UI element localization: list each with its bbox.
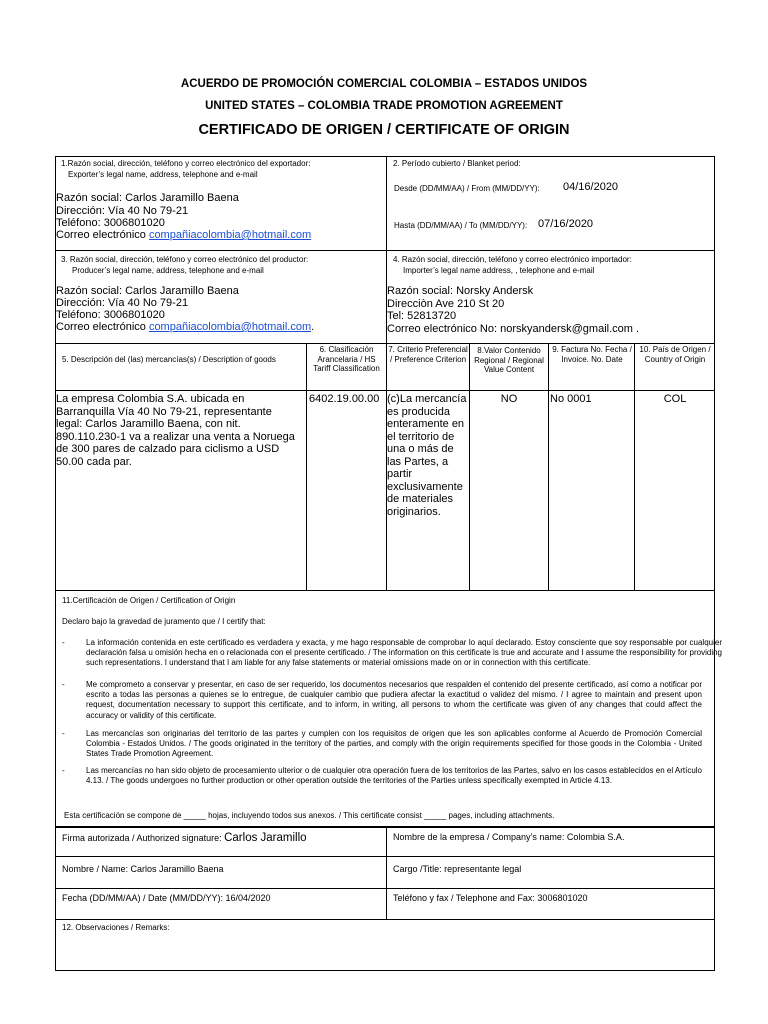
criterion-line: partir — [387, 468, 413, 480]
period-from-value: 04/16/2020 — [563, 181, 619, 193]
producer-name: Razón social: Carlos Jaramillo Baena — [56, 285, 239, 297]
certification-bullet: Me comprometo a conservar y presentar, en caso de ser requerido, los documentos necesarios que respalden el contenido del presente certificado, así como a notificar por escrito a todas las personas a quienes se lo entregue, de cualquier cambio que pudiera afectar la exactitud o validez del mismo. / I agree to maintain and present upon request, documentation necessary to support this certificate, and to inform, in writing, all persons to whom the certificate was given of any changes that could affect the accuracy or validity of this certificate. — [86, 680, 702, 720]
period-from-label: Desde (DD/MM/AA) / From (MM/DD/YY): — [394, 184, 540, 193]
criterion-line: es producida — [387, 405, 450, 418]
agreement-title-en: UNITED STATES – COLOMBIA TRADE PROMOTION AGREEMENT — [205, 100, 563, 112]
importer-phone: Tel: 52813720 — [387, 310, 457, 322]
bullet-dash: - — [62, 766, 65, 775]
exporter-email-label: Correo electrónico — [56, 229, 146, 241]
signature-label — [62, 832, 307, 844]
regional-value-content: NO — [500, 393, 518, 405]
col-header-criterion: 7. Criterio Preferencial / Preference Criterion — [388, 345, 468, 364]
exporter-name: Razón social: Carlos Jaramillo Baena — [56, 192, 239, 204]
certification-bullet: La información contenida en este certificado es verdadera y exacta, y me hago responsable de comprobar lo aquí declarado. Estoy consciente que soy responsable por cualquier declaración falsa u omisión hecha en o relacionada con el presente certificado. / The information on this certificate is true and accurate and I assume the responsibility for providing such representations. I understand that I am liable for any false statements or material omissions made on or in connection with this certificate. — [86, 638, 722, 668]
goods-description-line: 50.00 cada par. — [56, 455, 132, 468]
col-header-description: 5. Descripción del (las) mercancías(s) / Description of goods — [62, 355, 276, 364]
producer-phone: Teléfono: 3006801020 — [56, 309, 165, 321]
criterion-line: el territorio de — [387, 430, 455, 443]
col-header-rvc: 8.Valor Contenido Regional / Regional Value Content — [474, 346, 544, 374]
importer-address: Direcciòn Ave 210 St 20 — [387, 298, 505, 310]
signer-name: Nombre / Name: Carlos Jaramillo Baena — [62, 864, 224, 874]
criterion-line: exclusivamente — [387, 480, 463, 493]
goods-description — [56, 393, 295, 468]
agreement-title-es: ACUERDO DE PROMOCIÓN COMERCIAL COLOMBIA – ESTADOS UNIDOS — [180, 78, 588, 90]
producer-address: Dirección: Vía 40 No 79-21 — [56, 297, 189, 309]
country-of-origin: COL — [663, 393, 687, 405]
signature-value: Carlos Jaramillo — [224, 832, 307, 844]
importer-label: 4. Razón social, dirección, teléfono y correo electrónico importador: — [393, 255, 632, 264]
criterion-line: una o más de — [387, 443, 454, 455]
importer-label-en: Importer’s legal name address, , telephone and e-mail — [403, 266, 595, 275]
row-divider — [55, 590, 715, 591]
bullet-dash: - — [62, 680, 65, 689]
certification-bullet: Las mercancías no han sido objeto de procesamiento ulterior o de cualquier otra operación fuera de los territorios de las Partes, salvo en los casos establecidos en el Artículo 4.13. / The goods undergoes no further production or other operation outside the territories of the Parties unless specifically exempted in Article 4.13. — [86, 766, 702, 786]
preference-criterion — [387, 393, 466, 518]
criterion-line: (c)La mercancía — [387, 393, 467, 405]
criterion-line: de materiales — [387, 493, 454, 505]
hs-classification: 6402.19.00.00 — [309, 393, 380, 405]
bullet-dash: - — [62, 729, 65, 738]
exporter-label: 1.Razón social, dirección, teléfono y correo electrónico del exportador: — [61, 159, 311, 168]
signature-date: Fecha (DD/MM/AA) / Date (MM/DD/YY): 16/04/2020 — [62, 893, 271, 903]
goods-description-line: Barranquilla Vía 40 No 79-21, representante — [56, 405, 272, 418]
period-to-label: Hasta (DD/MM/AA) / To (MM/DD/YY): — [394, 221, 528, 230]
company-name: Nombre de la empresa / Company’s name: Colombia S.A. — [393, 832, 625, 842]
signer-title: Cargo /Title: representante legal — [393, 864, 522, 874]
signature-label-text: Firma autorizada / Authorized signature: — [62, 833, 222, 843]
exporter-address: Dirección: Vía 40 No 79-21 — [56, 205, 189, 217]
col-header-country: 10. País de Origen / Country of Origin — [639, 345, 711, 364]
row-divider — [55, 888, 715, 889]
producer-email-label: Correo electrónico — [56, 321, 146, 333]
criterion-line: enteramente en — [387, 418, 465, 430]
certification-bullet: Las mercancías son originarias del territorio de las partes y cumplen con los requisitos de origen que les son aplicables conforme al Acuerdo de Promoción Comercial Colombia - Estados Unidos. / The goods originated in the territory of the parties, and comply with the origin requirements specified for those goods in the Colombia - United States Trade Promotion Agreement. — [86, 729, 702, 759]
remarks-label: 12. Observaciones / Remarks: — [62, 923, 170, 932]
importer-email: Correo electrónico No: norskyandersk@gmail.com . — [387, 323, 640, 335]
col-header-invoice: 9. Factura No. Fecha / Invoice. No. Date — [552, 345, 632, 364]
producer-email — [56, 321, 314, 333]
period-label: 2. Período cubierto / Blanket period: — [393, 159, 521, 168]
goods-description-line: La empresa Colombia S.A. ubicada en — [56, 393, 245, 405]
goods-description-line: legal: Carlos Jaramillo Baena, con nit. — [56, 418, 241, 430]
row-divider — [55, 856, 715, 857]
criterion-line: originarios. — [387, 505, 441, 518]
row-divider — [55, 250, 715, 251]
bullet-dash: - — [62, 638, 65, 647]
certification-title: 11.Certificación de Origen / Certification of Origin — [62, 596, 236, 605]
importer-name: Razón social: Norsky Andersk — [387, 285, 534, 297]
invoice-number: No 0001 — [550, 393, 592, 405]
certification-declare: Declaro bajo la gravedad de juramento que / I certify that: — [62, 617, 266, 626]
goods-description-line: 890.110.230-1 va a realizar una venta a Noruega — [56, 430, 295, 443]
signer-phone-fax: Teléfono y fax / Telephone and Fax: 3006801020 — [393, 893, 588, 903]
producer-label-en: Producer’s legal name, address, telephone and e-mail — [72, 266, 264, 275]
col-header-hs: 6. Clasificación Arancelaria / HS Tariff Classification — [313, 345, 380, 373]
exporter-phone: Teléfono: 3006801020 — [56, 217, 165, 229]
producer-label: 3. Razón social, dirección, teléfono y correo electrónico del productor: — [61, 255, 309, 264]
certification-pages: Esta certificación se compone de _____ hojas, incluyendo todos sus anexos. / This certificate consist _____ pages, including attachments. — [64, 811, 555, 820]
exporter-label-en: Exporter’s legal name, address, telephone and e-mail — [68, 170, 258, 179]
goods-description-line: de 300 pares de calzado para ciclismo a USD — [56, 443, 280, 455]
criterion-line: las Partes, a — [387, 455, 449, 468]
row-divider — [55, 390, 715, 391]
col-divider — [469, 343, 470, 590]
exporter-email-link[interactable]: compañiacolombia@hotmail.com — [148, 229, 312, 241]
col-divider — [548, 343, 549, 590]
col-divider — [634, 343, 635, 590]
certificate-title: CERTIFICADO DE ORIGEN / CERTIFICATE OF ORIGIN — [198, 122, 570, 138]
exporter-email — [56, 229, 311, 241]
producer-email-link[interactable]: compañiacolombia@hotmail.com — [148, 321, 312, 333]
col-divider — [386, 826, 387, 920]
col-divider — [306, 343, 307, 590]
producer-email-suffix: . — [311, 321, 315, 333]
period-to-value: 07/16/2020 — [538, 218, 594, 230]
row-divider — [55, 343, 715, 344]
